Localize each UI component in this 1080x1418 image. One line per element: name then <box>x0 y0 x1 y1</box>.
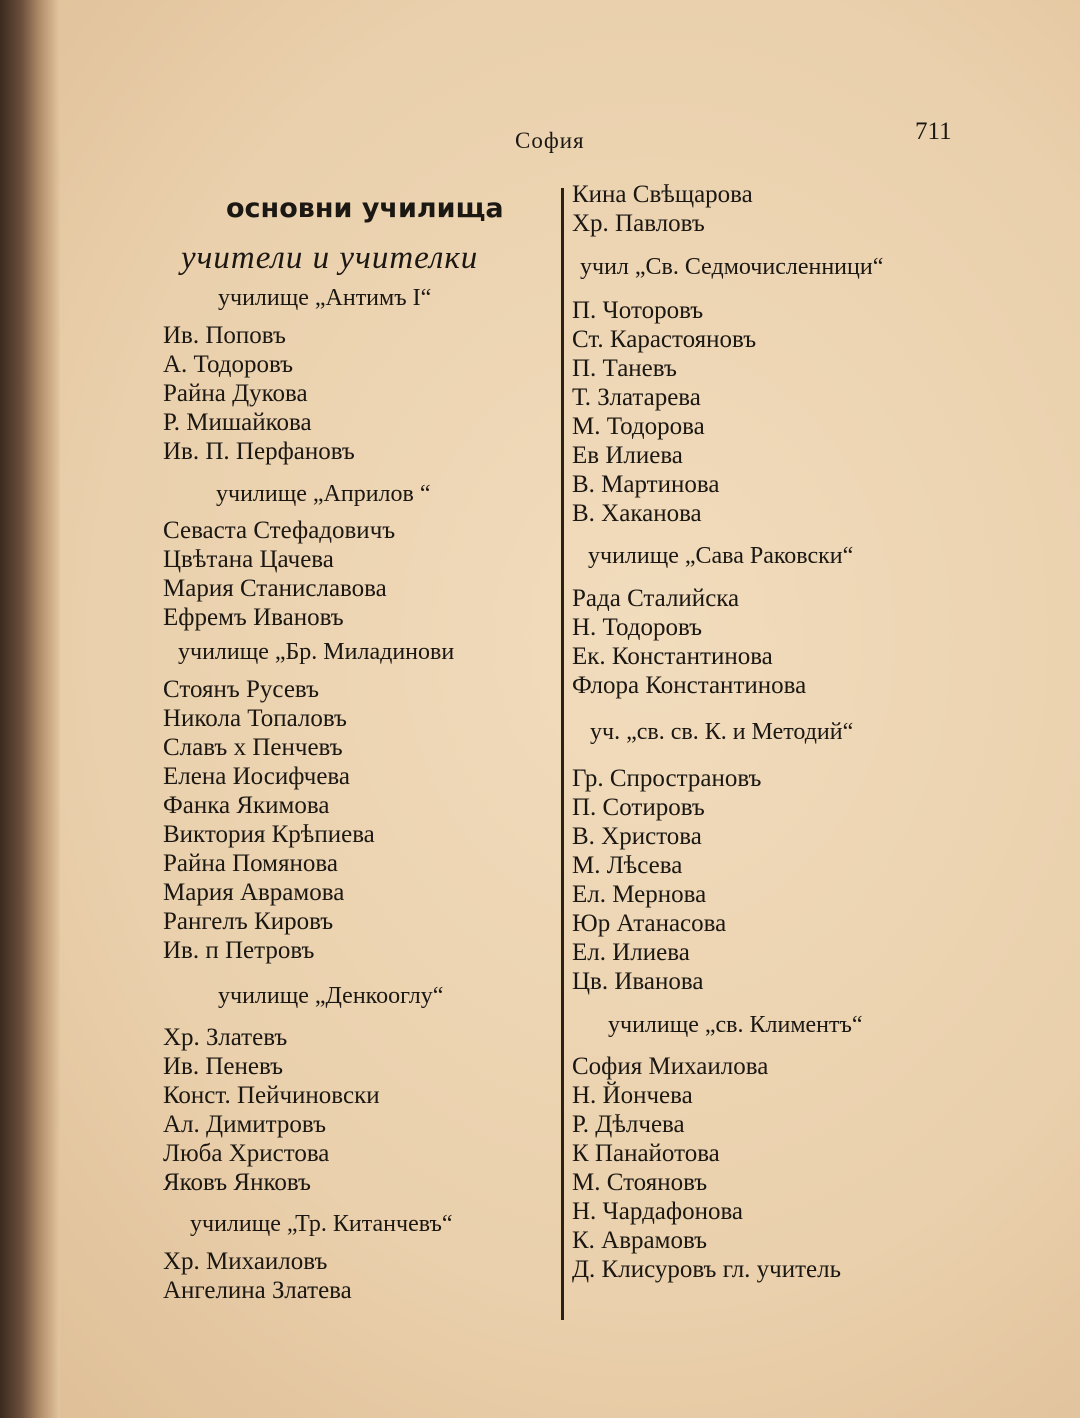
teacher-name: Люба Христова <box>163 1140 330 1167</box>
teacher-name: Мария Станиславова <box>163 575 387 602</box>
teacher-name: Хр. Златевъ <box>163 1024 288 1051</box>
teacher-name: Ив. П. Перфановъ <box>163 438 355 465</box>
teacher-name: Ст. Карастояновъ <box>572 326 757 353</box>
teacher-name: Д. Клисуровъ гл. учитель <box>572 1256 842 1283</box>
teacher-name: Ив. п Петровъ <box>163 937 315 964</box>
school-heading: училище „Тр. Китанчевъ“ <box>190 1211 453 1237</box>
teacher-name: Ангелина Златева <box>163 1277 352 1304</box>
teacher-name: М. Тодорова <box>572 413 705 440</box>
teacher-name: Хр. Павловъ <box>572 210 705 237</box>
teacher-name: Ев Илиева <box>572 442 683 469</box>
school-heading: уч. „св. св. К. и Методий“ <box>590 719 854 745</box>
teacher-name: Р. Дѣлчева <box>572 1111 685 1138</box>
teacher-name: Елена Иосифчева <box>163 763 350 790</box>
teacher-name: Н. Йончева <box>572 1082 693 1109</box>
teacher-name: Рангелъ Кировъ <box>163 908 334 935</box>
teacher-name: София Михаилова <box>572 1053 769 1080</box>
teacher-name: Райна Дукова <box>163 380 308 407</box>
school-heading: училище „Антимъ I“ <box>218 285 432 311</box>
teacher-name: Хр. Михаиловъ <box>163 1248 328 1275</box>
teacher-name: Ефремъ Ивановъ <box>163 604 344 631</box>
teacher-name: Стоянъ Русевъ <box>163 676 320 703</box>
teacher-name: Конст. Пейчиновски <box>163 1082 380 1109</box>
page-number: 711 <box>915 118 952 145</box>
teacher-name: К Панайотова <box>572 1140 720 1167</box>
teacher-name: Славъ х Пенчевъ <box>163 734 343 761</box>
teacher-name: К. Аврамовъ <box>572 1227 708 1254</box>
school-heading: училище „Сава Раковски“ <box>588 543 854 569</box>
teacher-name: Флора Константинова <box>572 672 807 699</box>
teacher-name: М. Лѣсева <box>572 852 683 879</box>
left-column <box>163 186 548 1305</box>
teacher-name: Цвѣтана Цачева <box>163 546 334 573</box>
teacher-name: А. Тодоровъ <box>163 351 294 378</box>
book-spine <box>0 0 60 1418</box>
teacher-name: Р. Мишайкова <box>163 409 312 436</box>
school-heading: училище „Бр. Миладинови <box>178 639 455 665</box>
teacher-name: Юр Атанасова <box>572 910 727 937</box>
teacher-name: Ел. Илиева <box>572 939 690 966</box>
section-heading: основни училища <box>226 193 504 224</box>
running-header: София <box>515 128 585 153</box>
teacher-name: Никола Топаловъ <box>163 705 347 732</box>
teacher-name: Гр. Спространовъ <box>572 765 762 792</box>
school-heading: учил „Св. Седмочисленници“ <box>580 254 884 280</box>
teacher-name: Фанка Якимова <box>163 792 330 819</box>
teacher-name: Ек. Константинова <box>572 643 773 670</box>
teacher-name: В. Мартинова <box>572 471 720 498</box>
teacher-name: М. Стояновъ <box>572 1169 708 1196</box>
teacher-name: Цв. Иванова <box>572 968 704 995</box>
teacher-name: Виктория Крѣпиева <box>163 821 375 848</box>
teacher-name: П. Таневъ <box>572 355 677 382</box>
teacher-name: Ив. Поповъ <box>163 322 286 349</box>
school-heading: училище „Априлов “ <box>216 481 431 507</box>
teacher-name: Кина Свѣщарова <box>572 181 753 208</box>
teacher-name: Ал. Димитровъ <box>163 1111 327 1138</box>
teacher-name: Рада Сталийска <box>572 585 740 612</box>
teacher-name: Ел. Мернова <box>572 881 707 908</box>
teacher-name: Т. Златарева <box>572 384 701 411</box>
teacher-name: Райна Помянова <box>163 850 338 877</box>
column-divider <box>561 188 564 1320</box>
teacher-name: Мария Аврамова <box>163 879 345 906</box>
right-column <box>572 180 992 1284</box>
teacher-name: Ив. Пеневъ <box>163 1053 284 1080</box>
teacher-name: П. Сотировъ <box>572 794 705 821</box>
teacher-name: В. Христова <box>572 823 702 850</box>
teacher-name: В. Хаканова <box>572 500 702 527</box>
teacher-name: Севаста Стефадовичъ <box>163 517 396 544</box>
teacher-name: П. Чоторовъ <box>572 297 704 324</box>
teacher-name: Н. Чардафонова <box>572 1198 744 1225</box>
school-heading: училище „св. Климентъ“ <box>608 1012 863 1038</box>
section-subheading: учители и учителки <box>181 240 479 276</box>
teacher-name: Н. Тодоровъ <box>572 614 703 641</box>
school-heading: училище „Денкооглу“ <box>218 983 444 1009</box>
teacher-name: Яковъ Янковъ <box>163 1169 311 1196</box>
